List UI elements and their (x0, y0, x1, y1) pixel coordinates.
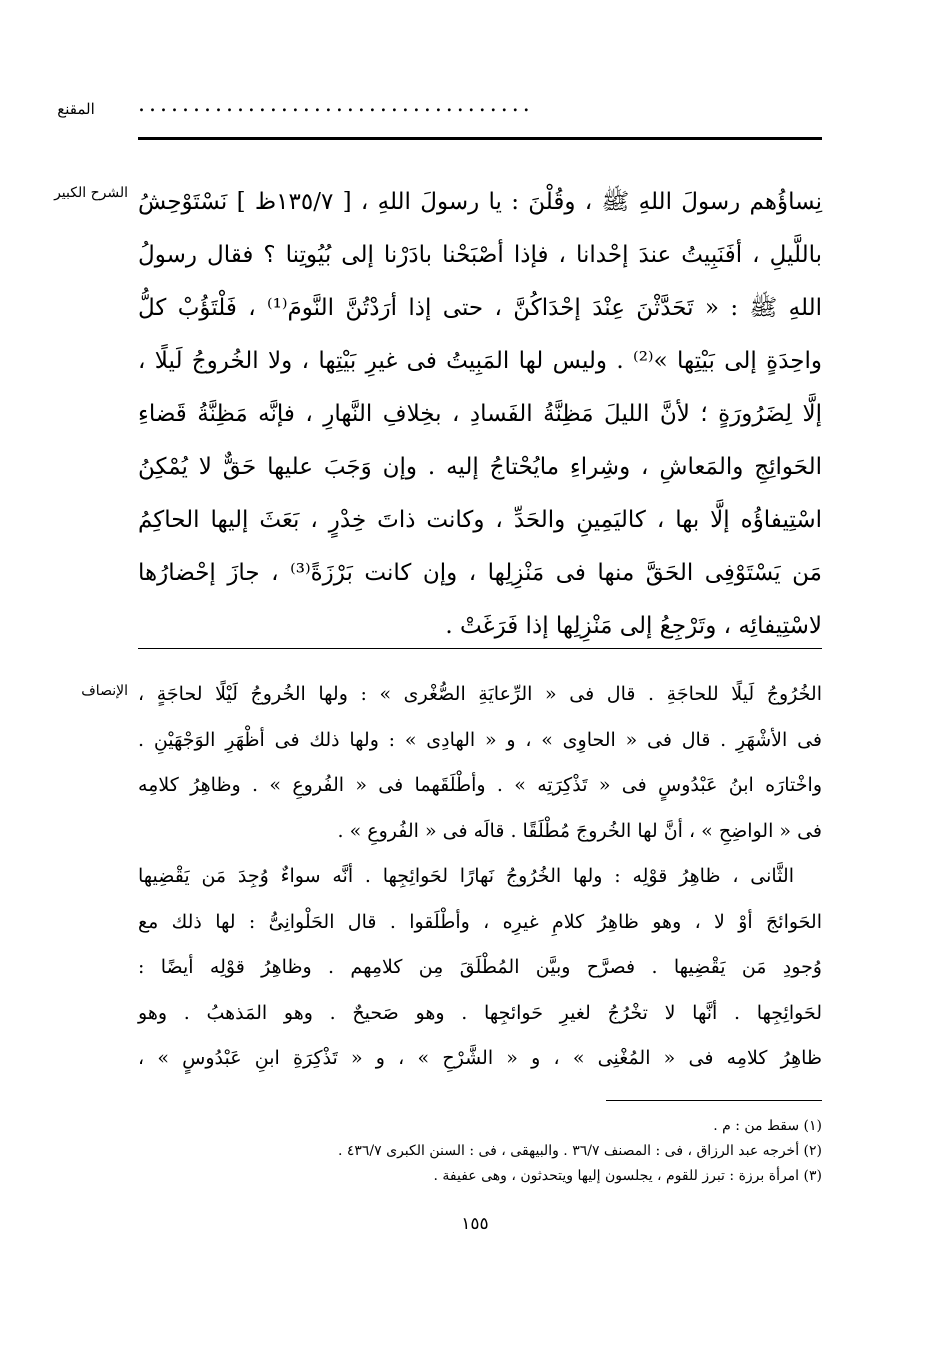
text-line: لاسْتِيفائِه ، وتَرْجِعُ إلى مَنْزِلِها إذا فَرَغَتْ . (445, 613, 822, 639)
header-rule (138, 137, 822, 140)
section-divider (138, 648, 822, 649)
text-line: الحَوائِجِ والمَعاشِ ، وشِراءِ مايُحْتاجُ إليه . وإن وَجَبَ عليها حَقٌّ لا يُمْكِنُ (138, 454, 822, 480)
footnote: (٣) امرأة برزة : تبرز للقوم ، يجلسون إليها ويتحدثون ، وهى عفيفة . (433, 1168, 822, 1184)
main-text-block (138, 176, 822, 653)
section-label-sharh: الشرح الكبير (54, 185, 128, 201)
text-line: الثَّانى ، ظاهِرُ قوْلِه : ولها الخُرُوجُ نَهارًا لحَوائِجِها . أنَّه سواءٌ وُجِدَ مَن يَقْضِيها (138, 865, 794, 887)
footnotes (138, 1114, 822, 1189)
text-line: اسْتِيفاؤُه إلَّا بها ، كاليَمِينِ والحَدِّ ، وكانت ذاتَ خِدْرٍ ، بَعَثَ إليها الحاكِمُ (138, 507, 822, 533)
section-label-insaf: الإنصاف (81, 683, 128, 699)
text-line: إلَّا لِضَرُورَةٍ ؛ لأنَّ الليلَ مَظِنَّةُ الفَسادِ ، بخِلافِ النَّهارِ ، فإنَّه مَظِنَّةُ قَضاءِ (138, 401, 822, 427)
footnote-rule (606, 1100, 822, 1101)
text-line: الحَوائجَ أوْ لا ، وهو ظاهِرُ كلامِ غيرِه ، وأطْلَقوا . قال الحَلْوانِىُّ : لها ذلك مع (138, 910, 822, 933)
text-line: فى « الواضِحِ » ، أنَّ لها الخُروجَ مُطْلَقًا . قالَه فى « الفُروعِ » . (337, 819, 822, 842)
running-header-title: المقنع (57, 100, 95, 118)
text-line: لحَوائِجِها . أنَّها لا تخْرُجُ لغيرِ حَوائجِها . وهو صَحيحٌ . وهو المَذهبُ . وهو (138, 1001, 822, 1024)
text-line: ظاهِرُ كلامِه فى « المُغْنِى » ، و « الشَّرْحِ » ، و « تَذْكِرَةِ ابنِ عَبْدُوسٍ » ، (138, 1047, 822, 1069)
footnote: (١) سقط من : م . (713, 1118, 822, 1134)
page-number: ١٥٥ (461, 1214, 489, 1234)
text-line: فى الأشْهَرِ . قال فى « الحاوِى » ، و « الهادِى » : ولها ذلك فى أظْهَرِ الوَجْهَيْنِ . (138, 728, 822, 751)
footnote: (٢) أخرجه عبد الرزاق ، فى : المصنف ٣٦/٧ . والبيهقى ، فى : السنن الكبرى ٤٣٦/٧ . (337, 1143, 822, 1159)
text-line: نِساؤُهم رسولَ اللهِ ﷺ ، وقُلْنَ : يا رسولَ اللهِ ، [ ١٣٥/٧ظ ] نَسْتَوْحِشُ (138, 189, 822, 215)
insaf-text-block (138, 672, 822, 1082)
text-line: وُجودِ مَن يَقْضِيها . فصرَّح وبيَّن المُطْلَقَ مِن كلامِهم . وظاهِرُ قوْلِه أيضًا : (138, 956, 822, 978)
text-line: الخُرُوجُ لَيلًا للحاجَةِ . قال فى « الرِّعايَةِ الصُّغْرى » : ولها الخُروجُ لَيْلًا لحاجَةٍ ، (138, 683, 822, 705)
text-line: مَن يَسْتَوْفِى الحَقَّ منها فى مَنْزِلِها ، وإن كانت بَرْزَةً⁽³⁾ ، جازَ إحْضارُها (138, 560, 822, 586)
header-dotted-leader: .................................... (138, 92, 534, 117)
text-line: واخْتارَه ابنُ عَبْدُوسٍ فى « تَذْكِرَتِه » . وأطْلَقَهما فى « الفُروعِ » . وظاهِرُ كلامِه (138, 774, 822, 796)
text-line: باللَّيلِ ، أفَنَبِيتُ عندَ إحْدانا ، فإذا أصْبَحْنا بادَرْنا إلى بُيُوتِنا ؟ فقال رسولُ (138, 242, 822, 268)
text-line: اللهِ ﷺ : « تَحَدَّثْنَ عِنْدَ إحْدَاكُنَّ ، حتى إذا أرَدْتُنَّ النَّومَ⁽¹⁾ ، فَلْتَؤُبْ كلُّ (138, 295, 822, 321)
text-line: واحِدَةٍ إلى بَيْتِها »⁽²⁾ . وليس لها المَبِيتُ فى غيرِ بَيْتِها ، ولا الخُروجُ لَيلًا ، (138, 348, 822, 374)
